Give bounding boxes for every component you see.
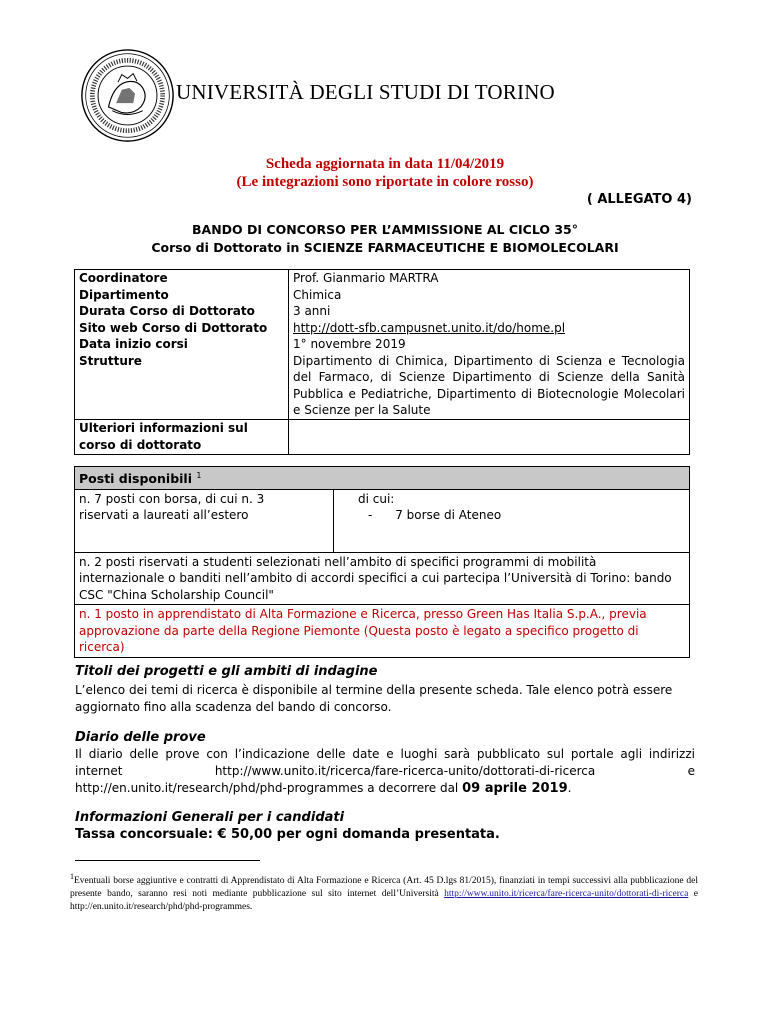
footnote: $^1$Eventuali borse aggiuntive e contratti di Apprendistato di Alta Formazione e Ricerca (Art. 45 D.lgs 81/2015), finanziati in tempi successivi alla pubblicazione del presente bando, saranno resi noti mediante pubblicazione sul sito internet dell’Università http://www.unito.it/ricerca/fare-ricerca-unito/dottorati-di-ricerca e http://en.unito.it/research/phd/phd-programmes.: [70, 872, 698, 913]
label-data-inizio: Data inizio corsi: [79, 337, 188, 351]
label-durata: Durata Corso di Dottorato: [79, 304, 255, 318]
update-notice-note: (Le integrazioni sono riportate in colore rosso): [236, 174, 534, 190]
info-generali-heading: Informazioni Generali per i candidati: [75, 810, 345, 825]
value-dipartimento: Chimica: [293, 287, 342, 302]
label-dipartimento: Dipartimento: [79, 287, 169, 302]
university-seal-logo: [80, 48, 175, 143]
posti-apprendistato: n. 1 posto in apprendistato di Alta Formazione e Ricerca, presso Green Has Italia S.p.A., previa approvazione da parte della Regione Piemonte (Questa posto è legato a specifico progetto di ricerca): [75, 605, 690, 658]
tassa-concorsuale: Tassa concorsuale: € 50,00 per ogni domanda presentata.: [75, 827, 500, 842]
posti-riservati: n. 2 posti riservati a studenti selezionati nell’ambito di specifici programmi di mobilità internazionale o banditi nell’ambito di accordi specifici a cui partecipa l’Università di Torino: bando CSC "China Scholarship Council": [75, 552, 690, 605]
diario-date: 09 aprile 2019: [462, 781, 568, 796]
value-coordinatore: Prof. Gianmario MARTRA: [293, 271, 439, 285]
posti-dicui: di cui: - 7 borse di Ateneo: [334, 489, 690, 552]
posti-table: [74, 466, 690, 658]
titoli-text: L’elenco dei temi di ricerca è disponibile al termine della presente scheda. Tale elenco potrà essere aggiornato fino alla scadenza del bando di concorso.: [75, 683, 673, 714]
bando-title: BANDO DI CONCORSO PER L’AMMISSIONE AL CICLO 35°: [192, 222, 578, 237]
posti-borse: n. 7 posti con borsa, di cui n. 3 riservati a laureati all’estero: [75, 489, 334, 552]
info-values: [289, 270, 690, 420]
value-ulteriori: [289, 420, 690, 455]
footnote-ref[interactable]: 1: [196, 471, 202, 480]
label-sito: Sito web Corso di Dottorato: [79, 320, 268, 335]
label-coordinatore: Coordinatore: [79, 271, 168, 285]
course-website-link[interactable]: http://dott-sfb.campusnet.unito.it/do/home.pl: [293, 320, 566, 335]
university-name: UNIVERSITÀ DEGLI STUDI DI TORINO: [176, 80, 555, 104]
update-notice-date: Scheda aggiornata in data 11/04/2019: [265, 156, 505, 172]
info-labels: [75, 270, 289, 420]
footnote-separator: [75, 860, 260, 861]
value-data-inizio: 1° novembre 2019: [293, 337, 406, 351]
value-durata: 3 anni: [293, 304, 331, 318]
course-title: Corso di Dottorato in SCIENZE FARMACEUTICHE E BIOMOLECOLARI: [151, 240, 619, 255]
course-info-table: [74, 269, 690, 455]
posti-heading: Posti disponibili $^1$: [75, 467, 690, 490]
label-ulteriori: Ulteriori informazioni sul corso di dottorato: [75, 420, 289, 455]
allegato-label: ( ALLEGATO 4): [586, 192, 692, 207]
diario-text: Il diario delle prove con l’indicazione delle date e luoghi sarà pubblicato sul portale agli indirizzi internet http://www.unito.it/ricerca/fare-ricerca-unito/dottorati-di-ricerca e http://en.unito.it/research/phd/phd-programmes a decorrere dal 09 aprile 2019.: [75, 747, 695, 796]
value-strutture: Dipartimento di Chimica, Dipartimento di Scienza e Tecnologia del Farmaco, di Scienze Dipartimento di Scienze della Sanità Pubblica e Pediatriche, Dipartimento di Biotecnologie Molecolari e Scienze per la Salute: [293, 353, 685, 417]
footnote-link[interactable]: http://www.unito.it/ricerca/fare-ricerca-unito/dottorati-di-ricerca: [444, 889, 689, 900]
titoli-heading: Titoli dei progetti e gli ambiti di indagine: [75, 664, 378, 679]
diario-heading: Diario delle prove: [75, 730, 206, 745]
label-strutture: Strutture: [79, 353, 142, 368]
